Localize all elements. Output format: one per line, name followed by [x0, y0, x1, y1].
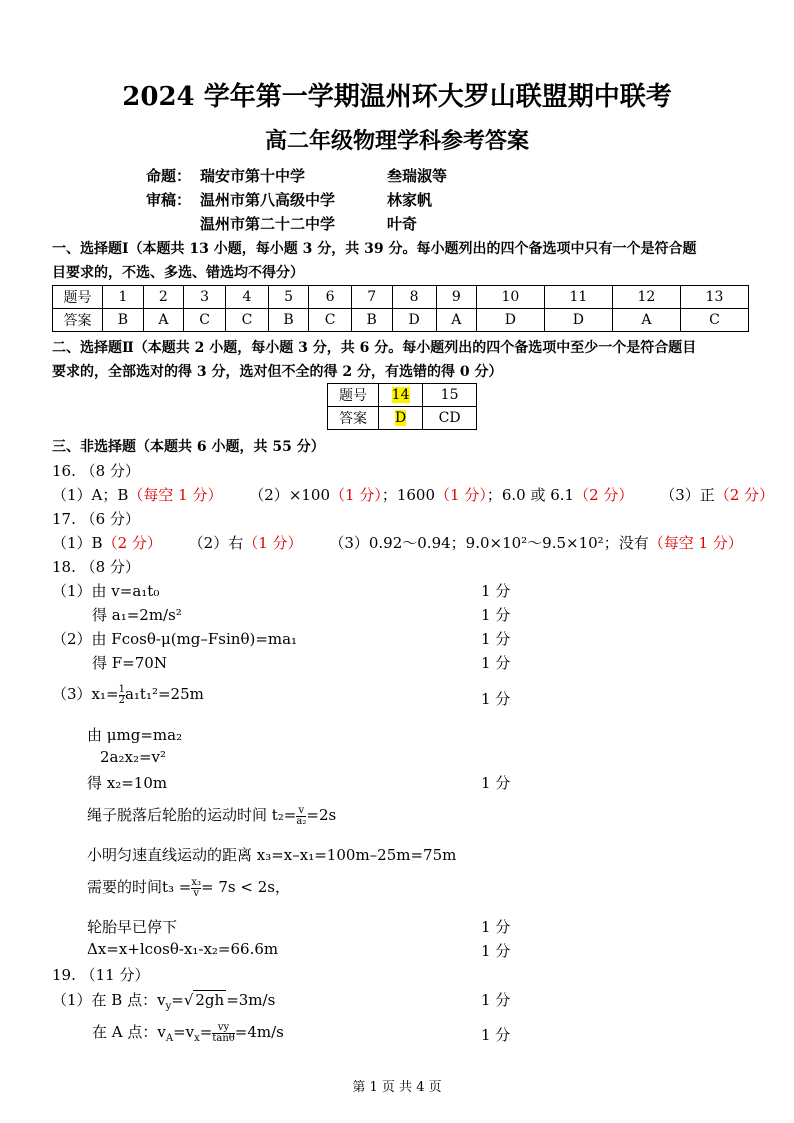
section3-heading: 三、非选择题（本题共 6 小题，共 55 分）	[52, 439, 325, 455]
q18-step13: Δx=x+lcosθ-x₁-x₂=66.6m	[87, 940, 279, 958]
fraction-numerator: x₃	[191, 876, 202, 888]
score-label: 1 分	[481, 918, 511, 936]
sqrt-radicand: 2gh	[195, 991, 225, 1009]
highlighted-question: 14	[391, 387, 410, 403]
q18-step11-rhs: = 7s < 2s，	[201, 878, 290, 896]
fraction-denominator: tanθ	[212, 1032, 235, 1044]
fraction-numerator: v	[298, 804, 305, 816]
section1-q-cell: 2	[143, 286, 183, 309]
section1-a-cell: B	[103, 309, 144, 332]
score-label: 1 分	[481, 654, 511, 672]
q16-part2b: ；1600	[381, 486, 436, 504]
section1-a-cell: C	[183, 309, 225, 332]
q19-step2-lhs: 在 A 点：v	[92, 1023, 166, 1041]
section1-a-cell: D	[544, 309, 612, 332]
section1-q-cell: 11	[544, 286, 612, 309]
section1-a-cell: B	[268, 309, 309, 332]
section1-q-cell: 5	[268, 286, 309, 309]
section1-a-cell: B	[351, 309, 392, 332]
section1-question-row	[53, 286, 749, 309]
q18-step1: （1）由 v=a₁t₀	[52, 582, 160, 600]
fraction-v-over-a2	[296, 806, 306, 827]
section1-answer-row	[53, 309, 749, 332]
q18-step4: 得 F=70N	[92, 654, 167, 672]
section2-instructions-line1: 二、选择题Ⅱ（本题共 2 小题，每小题 3 分，共 6 分。每小题列出的四个备选项中至少一个是符合题目	[52, 340, 697, 356]
q16-part2c-score: （2 分）	[574, 486, 634, 504]
q16-part3: （3）正	[660, 486, 715, 504]
q16-part2b-score: （1 分）	[435, 486, 487, 504]
q18-step7: 2a₂x₂=v²	[100, 748, 167, 766]
q18-step10: 小明匀速直线运动的距离 x₃=x–x₁=100m–25m=75m	[87, 846, 457, 864]
fraction-denominator: a₂	[296, 815, 307, 827]
fraction-numerator: 1	[118, 683, 125, 695]
section2-instructions-line2: 要求的，全部选对的得 3 分，选对但不全的得 2 分，有选错的得 0 分）	[52, 364, 503, 380]
fraction-numerator: vy	[217, 1021, 230, 1033]
q16-part2c: ；6.0 或 6.1	[486, 486, 575, 504]
q16-answer-line	[52, 484, 774, 505]
section1-a-cell: C	[309, 309, 351, 332]
score-label: 1 分	[481, 1026, 511, 1044]
section1-q-cell: 6	[309, 286, 351, 309]
section1-q-cell: 4	[226, 286, 268, 309]
highlighted-answer: D	[394, 410, 407, 426]
reviewer1-name: 林家帆	[387, 191, 433, 209]
section1-q-cell: 10	[476, 286, 544, 309]
section1-answer-table	[52, 285, 749, 332]
q17-header: 17. （6 分）	[52, 510, 140, 528]
q16-part1-score: （每空 1 分）	[128, 486, 223, 504]
q16-part3-score: （2 分）	[714, 486, 775, 504]
equals-sign: =	[171, 991, 184, 1009]
q19-step2	[92, 1021, 284, 1044]
q16-header: 16. （8 分）	[52, 462, 140, 480]
q18-header: 18. （8 分）	[52, 558, 140, 576]
reviewer2-school: 温州市第二十二中学	[200, 215, 336, 233]
q17-part2-score: （1 分）	[243, 534, 303, 552]
q19-header: 19. （11 分）	[52, 966, 150, 984]
section1-q-cell: 3	[183, 286, 225, 309]
proposer-label: 命题：	[146, 167, 192, 185]
q19-step2-rhs: =4m/s	[234, 1023, 284, 1041]
score-label: 1 分	[481, 690, 511, 708]
reviewer-label: 审稿：	[146, 191, 192, 209]
section2-a-cell	[379, 407, 423, 430]
section2-question-row	[328, 384, 477, 407]
fraction-denominator: v	[193, 887, 200, 899]
proposer-school: 瑞安市第十中学	[200, 167, 306, 185]
section1-a-cell: A	[143, 309, 183, 332]
section1-question-label: 题号	[53, 286, 103, 309]
document-title: 2024 学年第一学期温州环大罗山联盟期中联考	[122, 82, 672, 112]
q18-step5	[52, 683, 204, 706]
fraction-x3-over-v	[191, 878, 201, 899]
q17-part1-score: （2 分）	[102, 534, 162, 552]
page-footer: 第 1 页 共 4 页	[352, 1080, 442, 1095]
q18-step5-rhs: a₁t₁²=25m	[124, 685, 204, 703]
section1-instructions-line1: 一、选择题Ⅰ（本题共 13 小题，每小题 3 分，共 39 分。每小题列出的四个备选项中只有一个是符合题	[52, 241, 697, 257]
q18-step9	[87, 804, 336, 827]
section1-q-cell: 8	[392, 286, 436, 309]
proposer-name: 叁瑞淑等	[387, 167, 448, 185]
score-label: 1 分	[481, 582, 511, 600]
q18-step9-rhs: =2s	[306, 806, 337, 824]
fraction-denominator: 2	[118, 694, 125, 706]
section1-a-cell: A	[436, 309, 476, 332]
q17-answer-line	[52, 532, 743, 553]
q18-step11	[87, 876, 290, 899]
section2-answer-label: 答案	[328, 407, 379, 430]
q17-part1: （1）B	[52, 534, 103, 552]
section2-q-cell: 15	[423, 384, 477, 407]
section2-answer-row	[328, 407, 477, 430]
section2-q-cell	[379, 384, 423, 407]
q16-part1: （1）A；B	[52, 486, 129, 504]
score-label: 1 分	[481, 606, 511, 624]
q18-step3: （2）由 Fcosθ-μ(mg–Fsinθ)=ma₁	[52, 630, 298, 648]
q18-step5-lhs: （3）x₁=	[52, 685, 119, 703]
section1-q-cell: 13	[680, 286, 748, 309]
section1-a-cell: D	[476, 309, 544, 332]
q16-part2-score: （1 分）	[330, 486, 382, 504]
q19-step1	[52, 989, 275, 1012]
score-label: 1 分	[481, 774, 511, 792]
section2-answer-table	[327, 383, 477, 430]
q18-step6: 由 μmg=ma₂	[87, 726, 183, 744]
q19-step1-lhs: （1）在 B 点：v	[52, 991, 166, 1009]
section1-a-cell: D	[392, 309, 436, 332]
equals-sign: =	[199, 1023, 213, 1041]
score-label: 1 分	[481, 630, 511, 648]
fraction-vy-over-tan	[212, 1023, 234, 1044]
section1-q-cell: 12	[612, 286, 680, 309]
subscript: A	[165, 1033, 174, 1044]
q18-step9-lhs: 绳子脱落后轮胎的运动时间 t₂=	[87, 806, 297, 824]
q17-part3-score: （每空 1 分）	[648, 534, 743, 552]
reviewer1-school: 温州市第八高级中学	[200, 191, 336, 209]
section1-q-cell: 7	[351, 286, 392, 309]
subscript: y	[165, 1001, 172, 1012]
reviewer2-name: 叶奇	[387, 215, 418, 233]
section1-instructions-line2: 目要求的，不选、多选、错选均不得分）	[52, 265, 304, 281]
section2-question-label: 题号	[328, 384, 379, 407]
document-subtitle: 高二年级物理学科参考答案	[264, 128, 529, 154]
q18-step8: 得 x₂=10m	[87, 774, 168, 792]
score-label: 1 分	[481, 991, 511, 1009]
q18-step11-lhs: 需要的时间t₃ =	[87, 878, 192, 896]
q19-step1-rhs: =3m/s	[226, 991, 276, 1009]
section1-a-cell: C	[680, 309, 748, 332]
section1-answer-label: 答案	[53, 309, 103, 332]
section1-a-cell: C	[226, 309, 268, 332]
section1-a-cell: A	[612, 309, 680, 332]
section1-q-cell: 1	[103, 286, 144, 309]
equals-vx: =v	[173, 1023, 195, 1041]
sqrt-sign: √	[183, 991, 194, 1009]
q18-step2: 得 a₁=2m/s²	[92, 606, 182, 624]
q17-part2: （2）右	[188, 534, 244, 552]
subscript: x	[194, 1033, 200, 1044]
q16-part2: （2）×100	[249, 486, 331, 504]
score-label: 1 分	[481, 942, 511, 960]
section2-a-cell: CD	[423, 407, 477, 430]
q18-step12: 轮胎早已停下	[87, 918, 178, 936]
q17-part3: （3）0.92～0.94；9.0×10²～9.5×10²；没有	[329, 534, 649, 552]
section1-q-cell: 9	[436, 286, 476, 309]
